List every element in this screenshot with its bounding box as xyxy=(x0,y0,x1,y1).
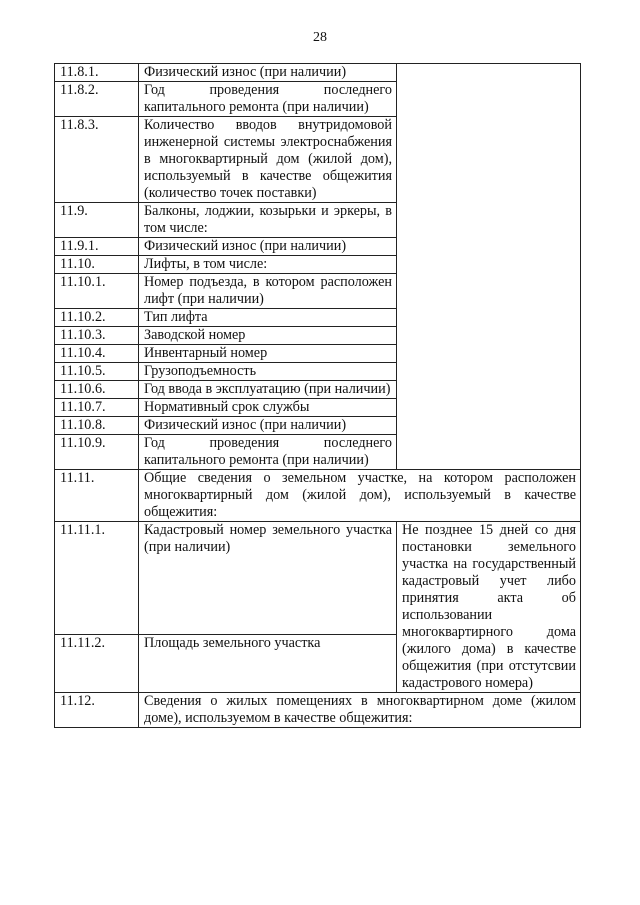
page-number: 28 xyxy=(313,30,327,45)
table-row xyxy=(55,522,581,635)
table-row xyxy=(55,470,581,522)
row-number: 11.10. xyxy=(55,256,139,274)
row-name: Общие сведения о земельном участке, на котором расположен многоквартирный дом (жилой дом), используемый в качестве общежития: xyxy=(139,470,581,522)
row-number: 11.8.2. xyxy=(55,82,139,117)
row-number: 11.10.7. xyxy=(55,399,139,417)
row-name: Год проведения последнего капитального ремонта (при наличии) xyxy=(139,82,397,117)
row-name: Год проведения последнего капитального ремонта (при наличии) xyxy=(139,435,397,470)
row-name: Нормативный срок службы xyxy=(139,399,397,417)
row-name: Количество вводов внутридомовой инженерной системы электроснабжения в многоквартирный дом (жилой дом), используемый в качестве общежития (количество точек поставки) xyxy=(139,117,397,203)
row-name: Физический износ (при наличии) xyxy=(139,238,397,256)
table-row xyxy=(55,693,581,728)
land-term-cell: Не позднее 15 дней со дня постановки земельного участка на государственный кадастровый учет либо принятия акта об использовании многоквартирного дома (жилого дома) в качестве общежития (при отстутсвии кадастрового номера) xyxy=(397,522,581,693)
row-number: 11.12. xyxy=(55,693,139,728)
row-name: Площадь земельного участка xyxy=(139,634,397,692)
term-cell-empty xyxy=(397,64,581,470)
row-name: Грузоподъемность xyxy=(139,363,397,381)
row-number: 11.11.2. xyxy=(55,634,139,692)
row-name: Номер подъезда, в котором расположен лифт (при наличии) xyxy=(139,274,397,309)
row-number: 11.11.1. xyxy=(55,522,139,635)
row-number: 11.10.6. xyxy=(55,381,139,399)
row-number: 11.10.1. xyxy=(55,274,139,309)
row-name: Тип лифта xyxy=(139,309,397,327)
row-name: Год ввода в эксплуатацию (при наличии) xyxy=(139,381,397,399)
row-name: Инвентарный номер xyxy=(139,345,397,363)
row-number: 11.10.9. xyxy=(55,435,139,470)
table-row xyxy=(55,64,581,82)
row-number: 11.9.1. xyxy=(55,238,139,256)
row-number: 11.10.3. xyxy=(55,327,139,345)
row-name: Физический износ (при наличии) xyxy=(139,417,397,435)
row-name: Сведения о жилых помещениях в многоквартирном доме (жилом доме), используемом в качестве общежития: xyxy=(139,693,581,728)
row-number: 11.8.3. xyxy=(55,117,139,203)
document-table xyxy=(54,63,581,728)
row-number: 11.9. xyxy=(55,203,139,238)
row-name: Лифты, в том числе: xyxy=(139,256,397,274)
row-number: 11.10.2. xyxy=(55,309,139,327)
row-number: 11.10.4. xyxy=(55,345,139,363)
row-name: Заводской номер xyxy=(139,327,397,345)
row-name: Балконы, лоджии, козырьки и эркеры, в том числе: xyxy=(139,203,397,238)
row-number: 11.11. xyxy=(55,470,139,522)
row-name: Физический износ (при наличии) xyxy=(139,64,397,82)
row-number: 11.8.1. xyxy=(55,64,139,82)
row-name: Кадастровый номер земельного участка (при наличии) xyxy=(139,522,397,635)
row-number: 11.10.5. xyxy=(55,363,139,381)
row-number: 11.10.8. xyxy=(55,417,139,435)
